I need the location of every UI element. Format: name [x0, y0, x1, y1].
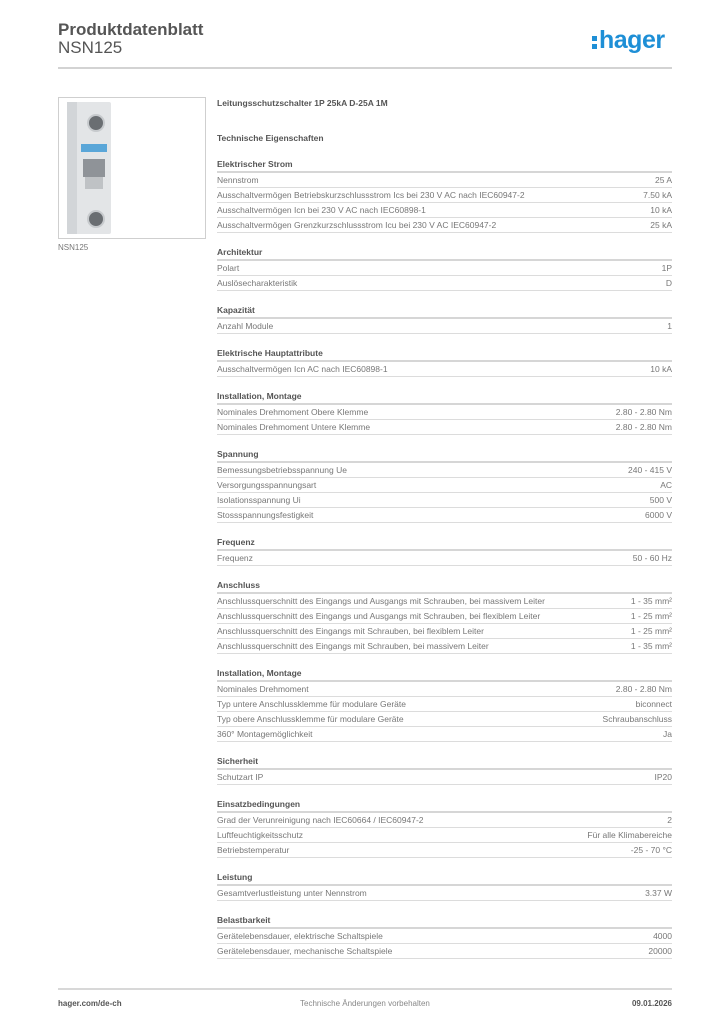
spec-value: 2	[667, 815, 672, 825]
spec-value: 2.80 - 2.80 Nm	[615, 407, 672, 417]
spec-row	[217, 929, 672, 944]
spec-row	[217, 551, 672, 566]
spec-row	[217, 813, 672, 828]
toggle-lever	[83, 159, 105, 177]
spec-label: Isolationsspannung Ui	[217, 495, 301, 505]
spec-value: Schraubanschluss	[602, 714, 672, 724]
din-rail-clip	[67, 102, 77, 234]
product-label-strip	[81, 144, 107, 152]
spec-row	[217, 405, 672, 420]
spec-value: 50 - 60 Hz	[632, 553, 672, 563]
spec-row	[217, 624, 672, 639]
spec-label: Bemessungsbetriebsspannung Ue	[217, 465, 347, 475]
spec-row	[217, 218, 672, 233]
spec-value: 2.80 - 2.80 Nm	[615, 422, 672, 432]
spec-label: Gerätelebensdauer, elektrische Schaltspiele	[217, 931, 383, 941]
section-title: Anschluss	[217, 579, 672, 594]
spec-label: Nominales Drehmoment Untere Klemme	[217, 422, 371, 432]
spec-value: AC	[660, 480, 672, 490]
spec-row	[217, 508, 672, 523]
spec-section	[217, 536, 672, 566]
spec-label: Anschlussquerschnitt des Eingangs mit Schrauben, bei massivem Leiter	[217, 641, 489, 651]
section-title: Kapazität	[217, 304, 672, 319]
spec-label: Nominales Drehmoment Obere Klemme	[217, 407, 369, 417]
spec-row	[217, 712, 672, 727]
spec-value: Ja	[663, 729, 672, 739]
screw-terminal-top	[87, 114, 105, 132]
spec-row	[217, 319, 672, 334]
spec-section	[217, 755, 672, 785]
footer-notice: Technische Änderungen vorbehalten	[300, 999, 430, 1008]
spec-row	[217, 203, 672, 218]
spec-label: Frequenz	[217, 553, 253, 563]
spec-value: 25 A	[654, 175, 672, 185]
spec-content	[217, 96, 672, 959]
spec-row	[217, 944, 672, 959]
spec-value: 10 kA	[650, 364, 672, 374]
screw-terminal-bottom	[87, 210, 105, 228]
spec-row	[217, 697, 672, 712]
spec-section	[217, 347, 672, 377]
spec-row	[217, 639, 672, 654]
section-title: Installation, Montage	[217, 390, 672, 405]
spec-value: biconnect	[635, 699, 672, 709]
spec-value: 2.80 - 2.80 Nm	[615, 684, 672, 694]
section-title: Belastbarkeit	[217, 914, 672, 929]
spec-value: 500 V	[649, 495, 672, 505]
spec-row	[217, 682, 672, 697]
spec-section	[217, 448, 672, 523]
spec-row	[217, 609, 672, 624]
spec-row	[217, 828, 672, 843]
spec-label: Polart	[217, 263, 240, 273]
spec-value: 1P	[661, 263, 672, 273]
spec-sections	[217, 158, 672, 959]
spec-label: Betriebstemperatur	[217, 845, 290, 855]
spec-value: IP20	[654, 772, 672, 782]
spec-row	[217, 843, 672, 858]
spec-label: 360° Montagemöglichkeit	[217, 729, 313, 739]
spec-section	[217, 871, 672, 901]
spec-value: 6000 V	[645, 510, 672, 520]
spec-label: Versorgungsspannungsart	[217, 480, 317, 490]
product-code: NSN125	[58, 38, 123, 57]
spec-row	[217, 420, 672, 435]
spec-section	[217, 390, 672, 435]
section-title: Architektur	[217, 246, 672, 261]
section-title: Sicherheit	[217, 755, 672, 770]
spec-row	[217, 362, 672, 377]
spec-label: Luftfeuchtigkeitsschutz	[217, 830, 303, 840]
spec-row	[217, 276, 672, 291]
spec-label: Auslösecharakteristik	[217, 278, 298, 288]
spec-row	[217, 727, 672, 742]
spec-value: 4000	[653, 931, 672, 941]
spec-value: 1 - 25 mm²	[630, 626, 672, 636]
footer-website-link[interactable]: hager.com/de-ch	[58, 999, 122, 1008]
header-divider	[58, 67, 672, 69]
spec-section	[217, 246, 672, 291]
spec-value: 7.50 kA	[643, 190, 672, 200]
spec-row	[217, 594, 672, 609]
technical-properties-heading: Technische Eigenschaften	[217, 133, 324, 143]
section-title: Elektrischer Strom	[217, 158, 672, 173]
spec-label: Anschlussquerschnitt des Eingangs und Ausgangs mit Schrauben, bei flexiblem Leiter	[217, 611, 541, 621]
spec-section	[217, 667, 672, 742]
footer-divider	[58, 988, 672, 990]
spec-label: Nominales Drehmoment	[217, 684, 309, 694]
spec-label: Nennstrom	[217, 175, 259, 185]
logo-text: hager	[599, 26, 665, 54]
spec-value: 3.37 W	[645, 888, 672, 898]
circuit-breaker-image	[67, 102, 111, 234]
spec-value: 1 - 35 mm²	[630, 596, 672, 606]
spec-section	[217, 304, 672, 334]
spec-label: Typ obere Anschlussklemme für modulare Geräte	[217, 714, 404, 724]
spec-label: Ausschaltvermögen Icn bei 230 V AC nach IEC60898-1	[217, 205, 426, 215]
document-title: Produktdatenblatt	[58, 20, 204, 39]
spec-value: D	[665, 278, 672, 288]
spec-row	[217, 261, 672, 276]
spec-row	[217, 173, 672, 188]
hager-logo	[592, 26, 665, 55]
spec-row	[217, 770, 672, 785]
spec-label: Ausschaltvermögen Icn AC nach IEC60898-1	[217, 364, 388, 374]
footer-date: 09.01.2026	[631, 999, 672, 1008]
spec-value: Für alle Klimabereiche	[587, 830, 672, 840]
spec-label: Grad der Verunreinigung nach IEC60664 / IEC60947-2	[217, 815, 424, 825]
image-caption: NSN125	[58, 243, 89, 252]
spec-value: 10 kA	[650, 205, 672, 215]
spec-label: Gerätelebensdauer, mechanische Schaltspiele	[217, 946, 393, 956]
spec-section	[217, 798, 672, 858]
spec-value: 1 - 35 mm²	[630, 641, 672, 651]
spec-row	[217, 188, 672, 203]
spec-label: Schutzart IP	[217, 772, 264, 782]
section-title: Frequenz	[217, 536, 672, 551]
spec-label: Anschlussquerschnitt des Eingangs und Ausgangs mit Schrauben, bei massivem Leiter	[217, 596, 545, 606]
spec-label: Ausschaltvermögen Grenzkurzschlussstrom Icu bei 230 V AC IEC60947-2	[217, 220, 497, 230]
lever-base	[85, 177, 103, 189]
spec-label: Anzahl Module	[217, 321, 274, 331]
spec-value: 25 kA	[650, 220, 672, 230]
spec-value: 1 - 25 mm²	[630, 611, 672, 621]
section-title: Einsatzbedingungen	[217, 798, 672, 813]
section-title: Spannung	[217, 448, 672, 463]
spec-label: Ausschaltvermögen Betriebskurzschlussstrom Ics bei 230 V AC nach IEC60947-2	[217, 190, 525, 200]
section-title: Elektrische Hauptattribute	[217, 347, 672, 362]
logo-colon-icon	[592, 35, 597, 49]
product-title: Leitungsschutzschalter 1P 25kA D-25A 1M	[217, 98, 388, 108]
spec-row	[217, 478, 672, 493]
spec-value: 20000	[648, 946, 672, 956]
spec-row	[217, 463, 672, 478]
section-title: Leistung	[217, 871, 672, 886]
spec-label: Gesamtverlustleistung unter Nennstrom	[217, 888, 367, 898]
section-title: Installation, Montage	[217, 667, 672, 682]
spec-label: Stossspannungsfestigkeit	[217, 510, 314, 520]
spec-value: 1	[667, 321, 672, 331]
spec-label: Typ untere Anschlussklemme für modulare Geräte	[217, 699, 406, 709]
spec-section	[217, 914, 672, 959]
spec-label: Anschlussquerschnitt des Eingangs mit Schrauben, bei flexiblem Leiter	[217, 626, 484, 636]
spec-section	[217, 579, 672, 654]
spec-value: -25 - 70 °C	[630, 845, 672, 855]
spec-section	[217, 158, 672, 233]
product-image	[58, 97, 206, 239]
spec-row	[217, 886, 672, 901]
spec-row	[217, 493, 672, 508]
spec-value: 240 - 415 V	[628, 465, 672, 475]
